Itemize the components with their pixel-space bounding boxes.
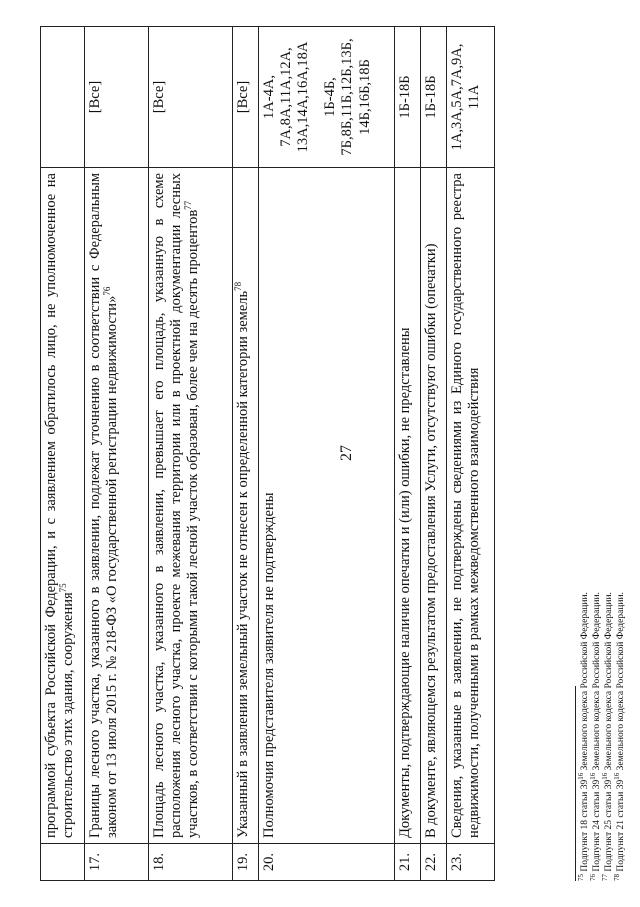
table-row [149, 27, 233, 881]
row-value: [Все] [149, 27, 233, 168]
row-value: [Все] [233, 27, 259, 168]
table-row [41, 27, 85, 881]
footnote: $^{76}$ Подпункт 24 статьи $39^{16}$ Земельного кодекса Российской Федерации. [588, 592, 602, 881]
row-value [259, 27, 395, 168]
footnote-ref: 75 [58, 583, 69, 593]
row-text: программой субъекта Российской Федерации, и с заявлением обратилось лицо, не уполномоченное на строительство этих здания, сооружения$^{75}$ [41, 168, 85, 844]
value-group-a: 1А-4А, 7А,8А,11А,12А, 13А,14А,16А,18А [261, 41, 312, 153]
row-number: 23. [447, 844, 495, 881]
footnote-separator [575, 686, 576, 881]
row-value: [Все] [85, 27, 149, 168]
footnote: $^{75}$ Подпункт 18 статьи $39^{16}$ Земельного кодекса Российской Федерации. [576, 592, 590, 881]
table-row [259, 27, 395, 881]
value-group-b: 1Б-4Б, 7Б,8Б,11Б,12Б,13Б, 14Б,16Б,18Б [322, 38, 373, 156]
table-row [233, 27, 259, 881]
row-text: Документы, подтверждающие наличие опечатки и (или) ошибки, не представлены [395, 168, 421, 844]
footnote: $^{78}$ Подпункт 21 статьи $39^{16}$ Земельного кодекса Российской Федерации. [612, 592, 626, 881]
footnotes [575, 26, 628, 881]
table-row [421, 27, 447, 881]
refusal-grounds-table [40, 26, 495, 881]
row-text: Границы лесного участка, указанного в заявлении, подлежат уточнению в соответствии с Федеральным законом от 13 июля 2015 г. № 218-ФЗ «О государственной регистрации недвижимости»$^{76}$ [85, 168, 149, 844]
row-number: 20. [259, 844, 395, 881]
row-value: 1А,3А,5А,7А,9А, 11А [447, 27, 495, 168]
row-text: Полномочия представителя заявителя не подтверждены [259, 168, 395, 844]
footnote-ref: 77 [183, 200, 194, 210]
footnote-ref: 78 [233, 281, 244, 291]
row-text: В документе, являющемся результатом предоставления Услуги, отсутствуют ошибки (опечатки) [421, 168, 447, 844]
row-number: 21. [395, 844, 421, 881]
row-value [41, 27, 85, 168]
table-row [447, 27, 495, 881]
row-number: 19. [233, 844, 259, 881]
row-number: 18. [149, 844, 233, 881]
row-number: 17. [85, 844, 149, 881]
row-value: 1Б-18Б [421, 27, 447, 168]
row-text: Площадь лесного участка, указанного в заявлении, превышает его площадь, указанную в схеме расположения лесного участка, проекте межевания территории или в проектной документации лесных участков, в соответствии с которыми такой лесной участок образован, более чем на десять процентов$^{77}$ [149, 168, 233, 844]
row-text: Указанный в заявлении земельный участок не отнесен к определенной категории земель$^{78}$ [233, 168, 259, 844]
footnote: $^{77}$ Подпункт 25 статьи $39^{16}$ Земельного кодекса Российской Федерации. [600, 592, 614, 881]
row-text: Сведения, указанные в заявлении, не подтверждены сведениями из Единого государственного реестра недвижимости, полученными в рамках межведомственного взаимодействия [447, 168, 495, 844]
row-number [41, 844, 85, 881]
table-row [85, 27, 149, 881]
table-row [395, 27, 421, 881]
page-number: 27 [338, 445, 355, 461]
row-number: 22. [421, 844, 447, 881]
footnote-ref: 76 [102, 286, 113, 296]
row-value: 1Б-18Б [395, 27, 421, 168]
